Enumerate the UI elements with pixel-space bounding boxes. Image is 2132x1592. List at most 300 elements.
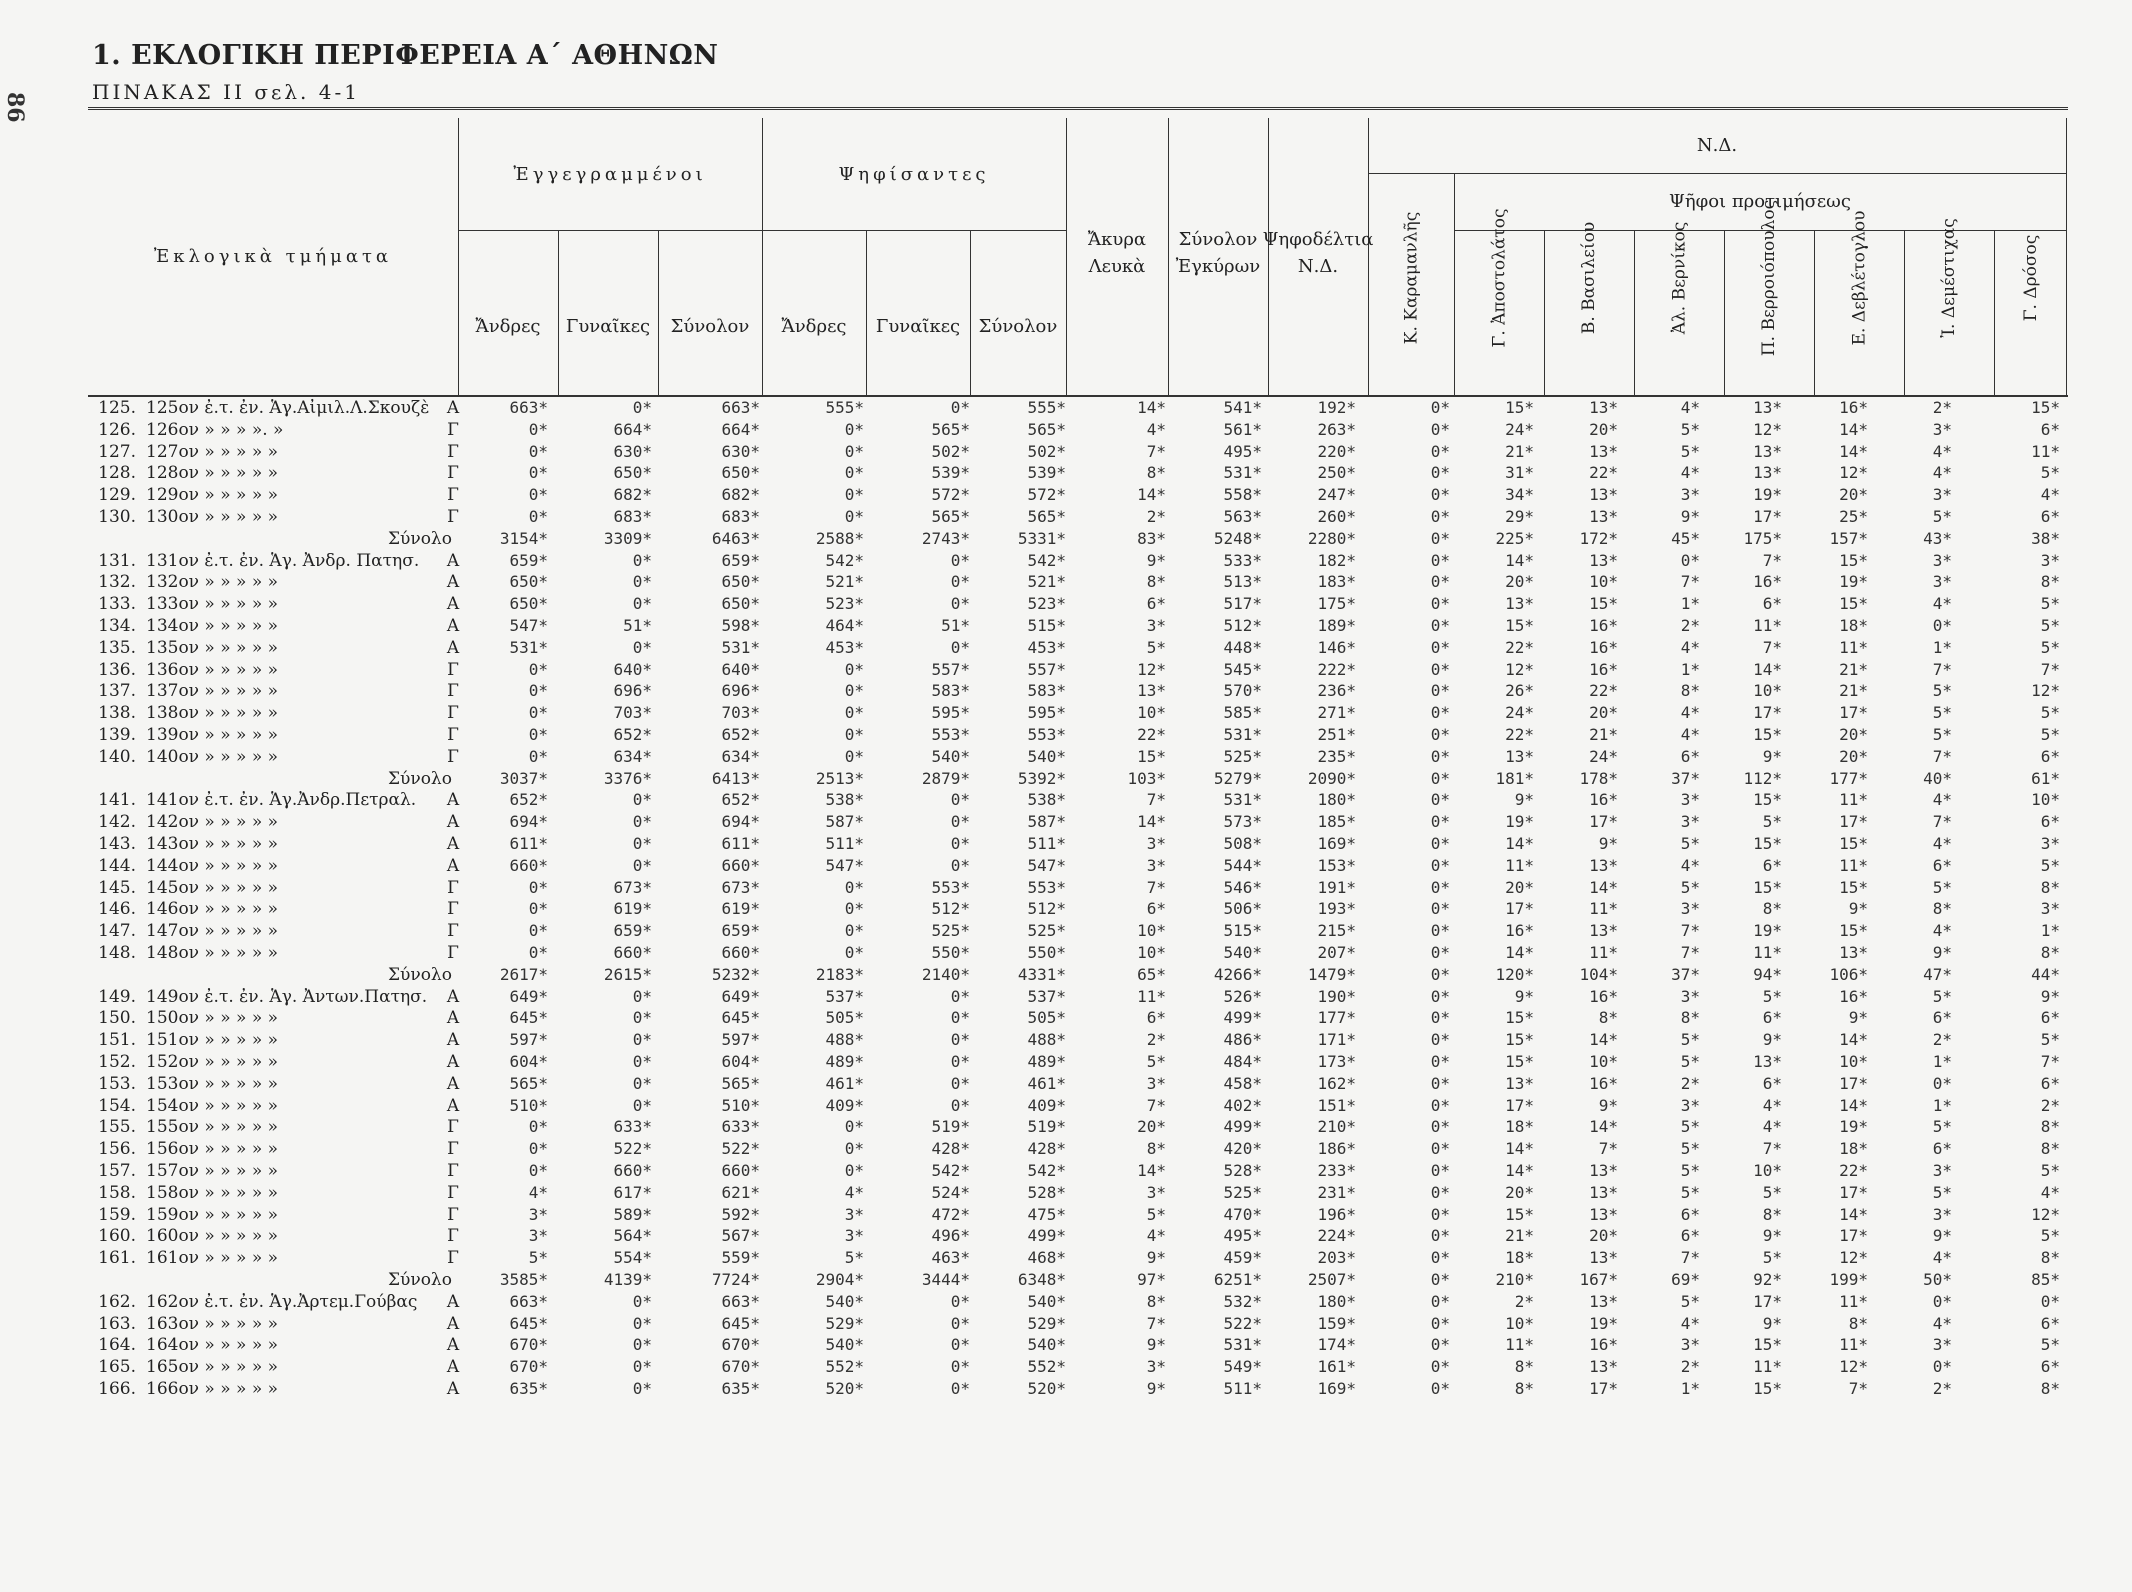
cell-col-3: 559* — [721, 1248, 760, 1268]
cell-col-17: 5* — [2040, 1335, 2060, 1355]
cell-col-8: 486* — [1223, 1030, 1262, 1050]
section-label: 140ον » » » » » — [146, 746, 279, 767]
cell-col-15: 15* — [1839, 921, 1868, 941]
cell-col-14: 17* — [1753, 1291, 1782, 1311]
cell-col-5: 0* — [950, 1030, 970, 1050]
section-label: 138ον » » » » » — [146, 703, 279, 724]
cell-col-16: 6* — [1932, 1139, 1952, 1159]
table-row — [0, 1074, 2132, 1096]
cell-col-10: 0* — [1430, 1204, 1450, 1224]
cell-col-6: 461* — [1027, 1073, 1066, 1093]
cell-col-14: 9* — [1762, 1226, 1782, 1246]
table-row — [0, 1357, 2132, 1379]
cell-col-5: 0* — [950, 594, 970, 614]
cell-col-5: 519* — [931, 1117, 970, 1137]
cell-col-10: 0* — [1430, 1182, 1450, 1202]
table-row — [0, 463, 2132, 485]
cell-col-5: 0* — [950, 1357, 970, 1377]
table-row — [0, 812, 2132, 834]
cell-col-1: 0* — [528, 703, 548, 723]
cell-col-6: 565* — [1027, 507, 1066, 526]
cell-col-13: 3* — [1680, 812, 1700, 832]
cell-col-3: 635* — [721, 1379, 760, 1398]
section-type: Γ — [447, 725, 459, 745]
section-type: Α — [446, 1030, 460, 1051]
cell-col-11: 20* — [1505, 1182, 1534, 1202]
cell-col-6: 515* — [1027, 616, 1066, 635]
cell-col-11: 2* — [1514, 1291, 1534, 1311]
cell-col-8: 570* — [1223, 681, 1262, 701]
cell-col-8: 522* — [1223, 1313, 1262, 1333]
cell-col-7: 7* — [1146, 1095, 1166, 1115]
cell-col-15: 11* — [1839, 1291, 1868, 1311]
section-label: 143ον » » » » » — [146, 834, 279, 854]
row-number: 136. — [98, 659, 136, 680]
cell-col-11: 13* — [1505, 1073, 1534, 1093]
cell-col-12: 13* — [1589, 1357, 1618, 1377]
cell-col-8: 402* — [1223, 1095, 1262, 1115]
cell-col-16: 3* — [1932, 1161, 1952, 1180]
cell-col-12: 20* — [1589, 1226, 1618, 1246]
section-label: 135ον » » » » » — [146, 637, 279, 658]
cell-col-8: 531* — [1223, 463, 1262, 483]
cell-col-4: 5* — [844, 1248, 864, 1268]
cell-col-4: 2183* — [815, 964, 864, 984]
cell-col-9: 186* — [1317, 1139, 1356, 1159]
section-type: Γ — [447, 1204, 459, 1225]
cell-col-3: 5232* — [711, 964, 760, 984]
cell-col-13: 4* — [1680, 398, 1700, 417]
cell-col-3: 619* — [721, 899, 760, 919]
cell-col-10: 0* — [1430, 1291, 1450, 1311]
cell-col-17: 61* — [2031, 768, 2060, 788]
table-row — [0, 703, 2132, 725]
cell-col-7: 14* — [1137, 1161, 1166, 1180]
cell-col-9: 1479* — [1307, 964, 1356, 984]
cell-col-14: 112* — [1743, 768, 1782, 788]
cell-col-14: 92* — [1753, 1270, 1782, 1289]
cell-col-11: 11* — [1505, 1335, 1534, 1355]
cell-col-8: 526* — [1223, 986, 1262, 1006]
cell-col-15: 14* — [1839, 1030, 1868, 1050]
cell-col-11: 14* — [1505, 1161, 1534, 1180]
cell-col-15: 21* — [1839, 681, 1868, 701]
table-row — [0, 616, 2132, 638]
cell-col-10: 0* — [1430, 1030, 1450, 1050]
table-row — [0, 790, 2132, 812]
cell-col-15: 157* — [1829, 528, 1868, 548]
cell-col-2: 4139* — [603, 1270, 652, 1289]
cell-col-2: 522* — [613, 1139, 652, 1159]
cell-col-7: 8* — [1146, 1139, 1166, 1159]
cell-col-7: 3* — [1146, 1357, 1166, 1377]
total-label: Σύνολο — [388, 528, 452, 549]
cell-col-4: 538* — [825, 790, 864, 810]
cell-col-11: 29* — [1505, 507, 1534, 526]
cell-col-17: 6* — [2040, 1008, 2060, 1028]
cell-col-16: 0* — [1932, 616, 1952, 635]
cell-col-11: 15* — [1505, 1030, 1534, 1050]
cell-col-16: 5* — [1932, 1182, 1952, 1202]
cell-col-14: 6* — [1762, 855, 1782, 875]
cell-col-9: 250* — [1317, 463, 1356, 483]
cell-col-13: 69* — [1671, 1270, 1700, 1289]
cell-col-12: 10* — [1589, 1052, 1618, 1071]
row-number: 133. — [98, 594, 136, 615]
cell-col-17: 6* — [2040, 419, 2060, 439]
cell-col-11: 18* — [1505, 1248, 1534, 1268]
cell-col-10: 0* — [1430, 986, 1450, 1006]
cell-col-17: 5* — [2040, 725, 2060, 744]
cell-col-17: 6* — [2040, 812, 2060, 832]
header-candidate-2: Γ. Ἀποστολάτος — [1489, 208, 1510, 348]
cell-col-4: 0* — [844, 419, 864, 439]
cell-col-6: 595* — [1027, 703, 1066, 723]
cell-col-16: 5* — [1932, 1117, 1952, 1137]
cell-col-13: 3* — [1680, 790, 1700, 810]
row-number: 148. — [98, 943, 136, 963]
cell-col-17: 4* — [2040, 485, 2060, 505]
cell-col-12: 16* — [1589, 790, 1618, 810]
cell-col-3: 645* — [721, 1313, 760, 1333]
cell-col-6: 538* — [1027, 790, 1066, 810]
section-label: 141ον ἐ.τ. ἐν. Ἁγ.Ἀνδρ.Πετραλ. — [146, 790, 417, 811]
cell-col-4: 587* — [825, 812, 864, 832]
cell-col-11: 34* — [1505, 485, 1534, 505]
cell-col-14: 17* — [1753, 507, 1782, 526]
cell-col-6: 502* — [1027, 441, 1066, 461]
cell-col-12: 15* — [1589, 594, 1618, 614]
cell-col-15: 10* — [1839, 1052, 1868, 1071]
cell-col-14: 11* — [1753, 943, 1782, 962]
cell-col-11: 24* — [1505, 419, 1534, 439]
row-number: 142. — [98, 812, 136, 833]
table-row — [0, 1205, 2132, 1227]
cell-col-1: 0* — [528, 899, 548, 919]
cell-col-7: 9* — [1146, 1335, 1166, 1355]
cell-col-7: 8* — [1146, 1291, 1166, 1311]
cell-col-3: 633* — [721, 1117, 760, 1137]
header-candidate-4: Ἀλ. Βερνίκος — [1669, 221, 1690, 335]
table-title: ΠΙΝΑΚΑΣ ΙΙ σελ. 4-1 — [92, 80, 360, 104]
row-number: 154. — [98, 1095, 136, 1116]
cell-col-9: 182* — [1317, 550, 1356, 570]
cell-col-14: 11* — [1753, 1357, 1782, 1377]
cell-col-17: 6* — [2040, 1073, 2060, 1093]
section-type: Γ — [447, 877, 459, 898]
table-row — [0, 1183, 2132, 1205]
section-label: 165ον » » » » » — [146, 1357, 279, 1378]
row-number: 145. — [98, 877, 136, 898]
cell-col-5: 3444* — [921, 1270, 970, 1289]
cell-col-8: 545* — [1223, 659, 1262, 679]
table-row — [0, 398, 2132, 420]
cell-col-15: 14* — [1839, 419, 1868, 439]
cell-col-2: 0* — [632, 1073, 652, 1093]
table-header — [88, 118, 2068, 397]
cell-col-5: 0* — [950, 1379, 970, 1398]
table-row — [0, 551, 2132, 573]
cell-col-2: 0* — [632, 572, 652, 592]
cell-col-17: 8* — [2040, 572, 2060, 592]
cell-col-3: 663* — [721, 398, 760, 417]
cell-col-11: 21* — [1505, 1226, 1534, 1246]
cell-col-12: 178* — [1579, 768, 1618, 788]
cell-col-2: 0* — [632, 398, 652, 417]
cell-col-8: 561* — [1223, 419, 1262, 439]
cell-col-12: 13* — [1589, 1161, 1618, 1180]
cell-col-12: 13* — [1589, 507, 1618, 526]
cell-col-15: 17* — [1839, 1182, 1868, 1202]
cell-col-16: 2* — [1932, 1379, 1952, 1398]
cell-col-5: 0* — [950, 790, 970, 810]
cell-col-1: 0* — [528, 943, 548, 962]
cell-col-13: 6* — [1680, 1226, 1700, 1246]
cell-col-10: 0* — [1430, 485, 1450, 505]
section-type: Γ — [447, 1226, 459, 1247]
cell-col-4: 464* — [825, 616, 864, 635]
cell-col-9: 146* — [1317, 637, 1356, 657]
table-row — [0, 1379, 2132, 1401]
cell-col-3: 592* — [721, 1204, 760, 1224]
cell-col-14: 17* — [1753, 703, 1782, 723]
cell-col-9: 2280* — [1307, 528, 1356, 548]
row-number: 153. — [98, 1073, 136, 1094]
cell-col-8: 458* — [1223, 1073, 1262, 1093]
cell-col-1: 0* — [528, 1161, 548, 1180]
table-total-row — [0, 769, 2132, 791]
cell-col-11: 22* — [1505, 637, 1534, 657]
cell-col-7: 4* — [1146, 419, 1166, 439]
cell-col-1: 5* — [528, 1248, 548, 1268]
cell-col-5: 496* — [931, 1226, 970, 1246]
cell-col-3: 660* — [721, 943, 760, 962]
cell-col-6: 475* — [1027, 1204, 1066, 1224]
cell-col-16: 5* — [1932, 725, 1952, 744]
cell-col-11: 21* — [1505, 441, 1534, 461]
cell-col-4: 511* — [825, 834, 864, 853]
cell-col-6: 468* — [1027, 1248, 1066, 1268]
cell-col-8: 513* — [1223, 572, 1262, 592]
cell-col-7: 6* — [1146, 594, 1166, 614]
row-number: 135. — [98, 637, 136, 658]
cell-col-7: 65* — [1137, 964, 1166, 984]
cell-col-13: 4* — [1680, 463, 1700, 483]
cell-col-8: 532* — [1223, 1291, 1262, 1311]
cell-col-2: 0* — [632, 812, 652, 832]
cell-col-8: 528* — [1223, 1161, 1262, 1180]
cell-col-17: 5* — [2040, 594, 2060, 614]
table-row — [0, 1292, 2132, 1314]
section-label: 156ον » » » » » — [146, 1139, 279, 1160]
cell-col-1: 670* — [509, 1335, 548, 1355]
cell-col-6: 565* — [1027, 419, 1066, 439]
cell-col-13: 6* — [1680, 1204, 1700, 1224]
header-invalid: Ἄκυρα Λευκὰ — [1087, 229, 1147, 277]
cell-col-9: 171* — [1317, 1030, 1356, 1050]
cell-col-10: 0* — [1430, 637, 1450, 657]
cell-col-11: 31* — [1505, 463, 1534, 483]
cell-col-11: 15* — [1505, 1204, 1534, 1224]
cell-col-8: 5248* — [1213, 528, 1262, 548]
cell-col-8: 506* — [1223, 899, 1262, 919]
cell-col-9: 235* — [1317, 746, 1356, 766]
table-row — [0, 1008, 2132, 1030]
header-party: Ν.Δ. — [1696, 135, 1738, 156]
cell-col-4: 3* — [844, 1226, 864, 1246]
cell-col-13: 1* — [1680, 659, 1700, 679]
cell-col-1: 531* — [509, 637, 548, 657]
section-type: Α — [446, 1095, 460, 1116]
cell-col-10: 0* — [1430, 1379, 1450, 1398]
page-number: 86 — [2, 92, 28, 123]
cell-col-6: 409* — [1027, 1095, 1066, 1115]
cell-col-8: 540* — [1223, 943, 1262, 962]
cell-col-8: 495* — [1223, 1226, 1262, 1246]
header-candidate-1: Κ. Καραμανλῆς — [1401, 211, 1422, 345]
cell-col-1: 650* — [509, 594, 548, 614]
cell-col-13: 7* — [1680, 1248, 1700, 1268]
cell-col-3: 652* — [721, 725, 760, 744]
cell-col-4: 542* — [825, 550, 864, 570]
cell-col-6: 572* — [1027, 485, 1066, 505]
cell-col-1: 694* — [509, 812, 548, 832]
cell-col-16: 47* — [1923, 964, 1952, 984]
cell-col-13: 5* — [1680, 1291, 1700, 1311]
cell-col-17: 8* — [2040, 1248, 2060, 1268]
section-type: Α — [446, 637, 460, 658]
header-reg-women: Γυναῖκες — [565, 316, 651, 337]
cell-col-2: 0* — [632, 1379, 652, 1398]
cell-col-8: 525* — [1223, 746, 1262, 766]
cell-col-9: 193* — [1317, 899, 1356, 919]
cell-col-14: 15* — [1753, 834, 1782, 853]
cell-col-13: 3* — [1680, 1095, 1700, 1115]
cell-col-5: 557* — [931, 659, 970, 679]
cell-col-11: 17* — [1505, 899, 1534, 919]
header-preference: Ψῆφοι προτιμήσεως — [1669, 191, 1851, 212]
cell-col-11: 15* — [1505, 616, 1534, 635]
cell-col-9: 185* — [1317, 812, 1356, 832]
cell-col-12: 14* — [1589, 1030, 1618, 1050]
cell-col-6: 528* — [1027, 1182, 1066, 1202]
cell-col-1: 670* — [509, 1357, 548, 1377]
cell-col-17: 2* — [2040, 1095, 2060, 1115]
row-number: 166. — [98, 1379, 136, 1399]
cell-col-8: 531* — [1223, 1335, 1262, 1355]
cell-col-7: 103* — [1127, 768, 1166, 788]
cell-col-14: 5* — [1762, 986, 1782, 1006]
cell-col-3: 650* — [721, 463, 760, 483]
cell-col-1: 0* — [528, 921, 548, 941]
cell-col-10: 0* — [1430, 463, 1450, 483]
row-number: 129. — [98, 485, 136, 506]
cell-col-16: 3* — [1932, 550, 1952, 570]
header-candidate-5: Π. Βερροιόπουλος — [1759, 199, 1779, 357]
cell-col-12: 9* — [1598, 834, 1618, 853]
cell-col-13: 7* — [1680, 572, 1700, 592]
cell-col-2: 0* — [632, 1357, 652, 1377]
cell-col-6: 553* — [1027, 725, 1066, 744]
cell-col-11: 120* — [1495, 964, 1534, 984]
section-type: Α — [446, 398, 460, 418]
cell-col-11: 15* — [1505, 1052, 1534, 1071]
cell-col-14: 4* — [1762, 1095, 1782, 1115]
cell-col-9: 207* — [1317, 943, 1356, 962]
section-type: Γ — [447, 1161, 459, 1181]
cell-col-5: 0* — [950, 1008, 970, 1028]
cell-col-7: 9* — [1146, 1379, 1166, 1398]
cell-col-7: 14* — [1137, 398, 1166, 417]
header-reg-men: Ἄνδρες — [475, 316, 541, 337]
cell-col-1: 649* — [509, 986, 548, 1006]
section-label: 125ον ἐ.τ. ἐν. Ἁγ.Αἰμιλ.Λ.Σκουζὲ — [146, 398, 430, 418]
cell-col-8: 531* — [1223, 790, 1262, 810]
cell-col-14: 8* — [1762, 1204, 1782, 1224]
section-type: Γ — [447, 441, 459, 462]
cell-col-15: 11* — [1839, 790, 1868, 810]
cell-col-11: 9* — [1514, 986, 1534, 1006]
cell-col-5: 542* — [931, 1161, 970, 1180]
cell-col-4: 520* — [825, 1379, 864, 1398]
cell-col-2: 640* — [613, 659, 652, 679]
cell-col-15: 25* — [1839, 507, 1868, 526]
cell-col-8: 508* — [1223, 834, 1262, 853]
row-number: 162. — [98, 1291, 136, 1312]
cell-col-14: 94* — [1753, 964, 1782, 984]
cell-col-16: 4* — [1932, 921, 1952, 941]
section-label: 128ον » » » » » — [146, 463, 279, 484]
cell-col-3: 531* — [721, 637, 760, 657]
cell-col-4: 0* — [844, 746, 864, 766]
row-number: 155. — [98, 1117, 136, 1138]
cell-col-8: 573* — [1223, 812, 1262, 832]
cell-col-9: 203* — [1317, 1248, 1356, 1268]
cell-col-12: 104* — [1579, 964, 1618, 984]
cell-col-17: 38* — [2031, 528, 2060, 548]
cell-col-10: 0* — [1430, 1008, 1450, 1028]
cell-col-1: 660* — [509, 855, 548, 875]
cell-col-16: 5* — [1932, 507, 1952, 526]
cell-col-17: 8* — [2040, 1379, 2060, 1398]
cell-col-16: 2* — [1932, 398, 1952, 417]
cell-col-1: 4* — [528, 1182, 548, 1202]
cell-col-5: 0* — [950, 855, 970, 875]
cell-col-4: 489* — [825, 1052, 864, 1071]
table-row — [0, 420, 2132, 442]
cell-col-17: 5* — [2040, 637, 2060, 657]
cell-col-1: 3585* — [499, 1270, 548, 1289]
cell-col-7: 97* — [1137, 1270, 1166, 1289]
cell-col-3: 660* — [721, 855, 760, 875]
cell-col-1: 645* — [509, 1008, 548, 1028]
cell-col-2: 0* — [632, 1335, 652, 1355]
cell-col-12: 13* — [1589, 921, 1618, 941]
table-total-row — [0, 529, 2132, 551]
cell-col-3: 673* — [721, 877, 760, 897]
row-number: 130. — [98, 507, 136, 527]
row-number: 156. — [98, 1139, 136, 1160]
cell-col-11: 9* — [1514, 790, 1534, 810]
row-number: 139. — [98, 725, 136, 745]
cell-col-1: 0* — [528, 725, 548, 744]
section-label: 137ον » » » » » — [146, 681, 279, 702]
cell-col-16: 5* — [1932, 681, 1952, 701]
cell-col-7: 3* — [1146, 616, 1166, 635]
cell-col-4: 529* — [825, 1313, 864, 1333]
table-row — [0, 442, 2132, 464]
cell-col-9: 183* — [1317, 572, 1356, 592]
